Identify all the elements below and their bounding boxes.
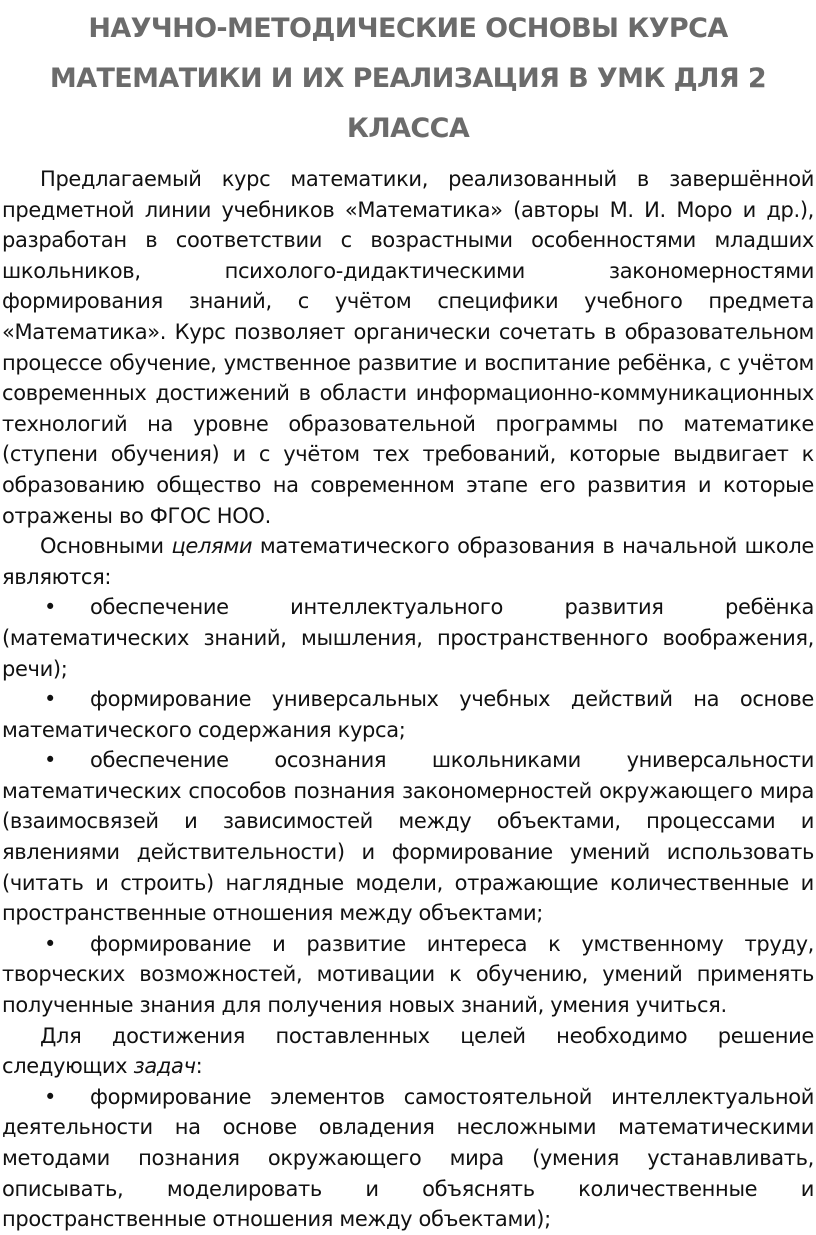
goal-item-text: обеспечение осознания школьниками универсальности математических способов познания закономерностей окружающего мира (взаимосвязей и зависимостей между объектами, процессами и явлениями действительности) и формирование умений использовать (читать и строить) наглядные модели, отражающие количественные и пространственные отношения между объектами; (2, 748, 814, 926)
tasks-keyword: задач (133, 1054, 196, 1079)
tasks-lead-before: Для достижения поставленных целей необходимо решение следующих (2, 1023, 814, 1079)
goals-lead-paragraph (2, 531, 814, 592)
bullet-icon: • (44, 748, 57, 773)
page-title: НАУЧНО-МЕТОДИЧЕСКИЕ ОСНОВЫ КУРСА МАТЕМАТИКИ И ИХ РЕАЛИЗАЦИЯ В УМК ДЛЯ 2 КЛАССА (49, 13, 767, 144)
goal-item-4 (2, 929, 814, 1021)
goals-lead-after: математического образования в начальной школе являются: (2, 534, 814, 589)
tasks-lead-paragraph (2, 1021, 814, 1082)
goal-item-1 (2, 592, 814, 684)
goal-item-text: формирование и развитие интереса к умственному труду, творческих возможностей, мотивации к обучению, умений применять полученные знания для получения новых знаний, умения учиться. (2, 931, 814, 1018)
task-item-1 (2, 1082, 814, 1235)
goals-keyword: целями (171, 534, 253, 559)
bullet-icon: • (44, 687, 57, 712)
bullet-icon: • (44, 595, 57, 620)
goal-item-text: обеспечение интеллектуального развития ребёнка (математических знаний, мышления, пространственного воображения, речи); (2, 595, 814, 681)
bullet-icon: • (44, 931, 57, 956)
intro-paragraph: Предлагаемый курс математики, реализованный в завершённой предметной линии учебников «Математика» (авторы М. И. Моро и др.), разработан в соответствии с возрастными особенностями младших школьников, психолого-дидактическими закономерностями формирования знаний, с учётом специфики учебного предмета «Математика». Курс позволяет органически сочетать в образовательном процессе обучение, умственное развитие и воспитание ребёнка, с учётом современных достижений в области информационно-коммуникационных технологий на уровне образовательной программы по математике (ступени обучения) и с учётом тех требований, которые выдвигает к образованию общество на современном этапе его развития и которые отражены во ФГОС НОО. (2, 167, 814, 528)
bullet-icon: • (44, 1084, 57, 1109)
goal-item-2 (2, 684, 814, 745)
goal-item-text: формирование универсальных учебных действий на основе математического содержания курса; (2, 687, 814, 742)
tasks-lead-after: : (195, 1054, 203, 1079)
goals-lead-before: Основными (40, 534, 172, 559)
task-item-text: формирование элементов самостоятельной интеллектуальной деятельности на основе овладения несложными математическими методами познания окружающего мира (умения устанавливать, описывать, моделировать и объяснять количественные и пространственные отношения между объектами); (2, 1084, 814, 1232)
goal-item-3 (2, 745, 814, 929)
document-body (2, 164, 814, 1235)
